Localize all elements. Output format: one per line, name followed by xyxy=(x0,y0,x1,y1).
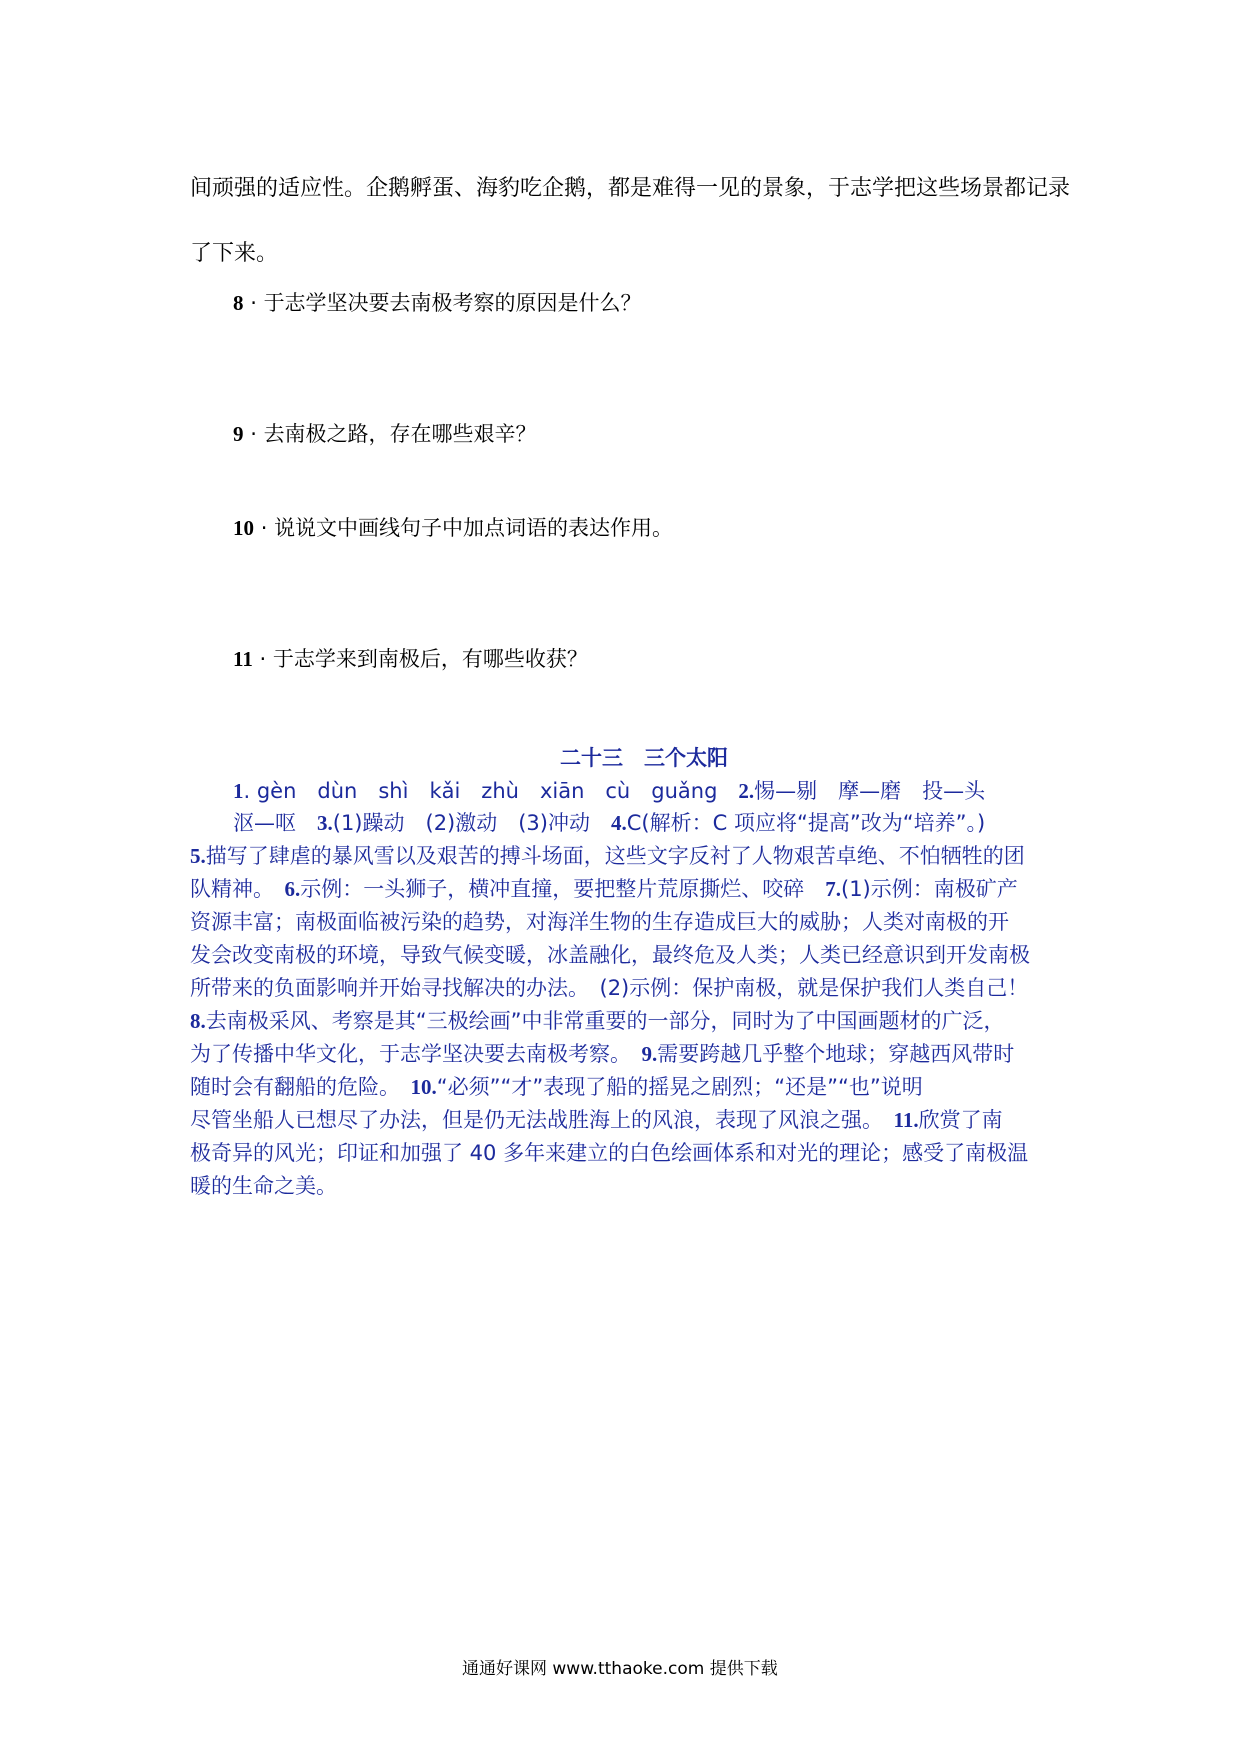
question-number: 8 xyxy=(233,291,244,315)
answer-line-2 xyxy=(233,807,985,837)
answer-number: 6. xyxy=(284,877,301,901)
answer-text: 描写了肆虐的暴风雪以及艰苦的搏斗场面，这些文字反衬了人物艰苦卓绝、不怕牺牲的团 xyxy=(205,844,1025,868)
question-text: 于志学坚决要去南极考察的原因是什么？ xyxy=(263,291,642,315)
question-text: 去南极之路，存在哪些艰辛？ xyxy=(263,422,537,446)
answer-section-title: 二十三 三个太阳 xyxy=(560,746,728,770)
answer-number: 10. xyxy=(410,1075,437,1099)
answer-text: (1)示例：南极矿产 xyxy=(841,877,1018,901)
answer-text: “必须”“才”表现了船的摇晃之剧烈；“还是”“也”说明 xyxy=(436,1075,923,1099)
question-number: 11 xyxy=(233,647,253,671)
question-separator: · xyxy=(259,647,267,671)
answer-line-5 xyxy=(190,906,1009,936)
question-separator: · xyxy=(260,516,268,540)
answer-text: 所带来的负面影响并开始寻找解决的办法。 (2)示例：保护南极，就是保护我们人类自己！ xyxy=(190,976,1029,1000)
question-11 xyxy=(233,643,588,673)
passage-line-1: 间顽强的适应性。企鹅孵蛋、海豹吃企鹅，都是难得一见的景象，于志学把这些场景都记录 xyxy=(190,176,1071,201)
answer-text: (1)躁动 (2)激动 (3)冲动 xyxy=(332,811,611,835)
answer-line-4 xyxy=(190,873,1018,903)
answer-line-12 xyxy=(190,1137,1028,1167)
question-text: 于志学来到南极后，有哪些收获？ xyxy=(272,647,588,671)
answer-number: 3. xyxy=(317,811,333,835)
question-9 xyxy=(233,418,537,448)
question-separator: · xyxy=(250,291,257,315)
answer-line-1 xyxy=(233,775,985,805)
answer-number: 1 xyxy=(233,779,244,803)
question-text: 说说文中画线句子中加点词语的表达作用。 xyxy=(274,516,674,540)
answer-line-9 xyxy=(190,1038,1014,1068)
answer-number: 5. xyxy=(190,844,206,868)
answer-line-13 xyxy=(190,1170,337,1200)
question-number: 10 xyxy=(233,516,254,540)
answer-text: 队精神。 xyxy=(190,877,285,901)
question-separator: · xyxy=(250,422,257,446)
answer-text: 极奇异的风光；印证和加强了 40 多年来建立的白色绘画体系和对光的理论；感受了南极温 xyxy=(190,1141,1029,1165)
answer-line-11 xyxy=(190,1104,1003,1134)
answer-text: 欣赏了南 xyxy=(918,1108,1003,1132)
footer-text: 通通好课网 www.tthaoke.com 提供下载 xyxy=(462,1659,778,1679)
answer-text: 需要跨越几乎整个地球；穿越西风带时 xyxy=(657,1042,1015,1066)
question-8 xyxy=(233,287,642,317)
answer-number: 4. xyxy=(611,811,627,835)
answer-text: 去南极采风、考察是其“三极绘画”中非常重要的一部分，同时为了中国画题材的广泛， xyxy=(205,1009,1005,1033)
answer-number: 11. xyxy=(893,1108,919,1132)
answer-text: . gèn dùn shì kǎi zhù xiān cù guǎng xyxy=(243,779,739,803)
answer-text: 沤—呕 xyxy=(233,811,317,835)
answer-text: 资源丰富；南极面临被污染的趋势，对海洋生物的生存造成巨大的威胁；人类对南极的开 xyxy=(190,910,1009,934)
answer-text: C(解析：C 项应将“提高”改为“培养”。) xyxy=(626,811,986,835)
answer-line-7 xyxy=(190,972,1028,1002)
answer-line-8 xyxy=(190,1005,1005,1035)
question-number: 9 xyxy=(233,422,244,446)
answer-number: 8. xyxy=(190,1009,206,1033)
answer-text: 为了传播中华文化，于志学坚决要去南极考察。 xyxy=(190,1042,642,1066)
passage-line-2: 了下来。 xyxy=(190,241,279,266)
answer-line-3 xyxy=(190,840,1025,870)
answer-text: 随时会有翻船的危险。 xyxy=(190,1075,411,1099)
answer-text: 示例：一头狮子，横冲直撞，要把整片荒原撕烂、咬碎 xyxy=(300,877,826,901)
answer-number: 7. xyxy=(825,877,841,901)
answer-number: 2. xyxy=(738,779,755,803)
answer-number: 9. xyxy=(641,1042,658,1066)
question-10 xyxy=(233,512,673,542)
answer-line-6 xyxy=(190,939,1030,969)
answer-text: 暖的生命之美。 xyxy=(190,1174,337,1198)
answer-text: 发会改变南极的环境，导致气候变暖，冰盖融化，最终危及人类；人类已经意识到开发南极 xyxy=(190,943,1030,967)
answer-text: 惕—剔 摩—磨 投—头 xyxy=(754,779,986,803)
answer-text: 尽管坐船人已想尽了办法，但是仍无法战胜海上的风浪，表现了风浪之强。 xyxy=(190,1108,894,1132)
answer-line-10 xyxy=(190,1071,923,1101)
